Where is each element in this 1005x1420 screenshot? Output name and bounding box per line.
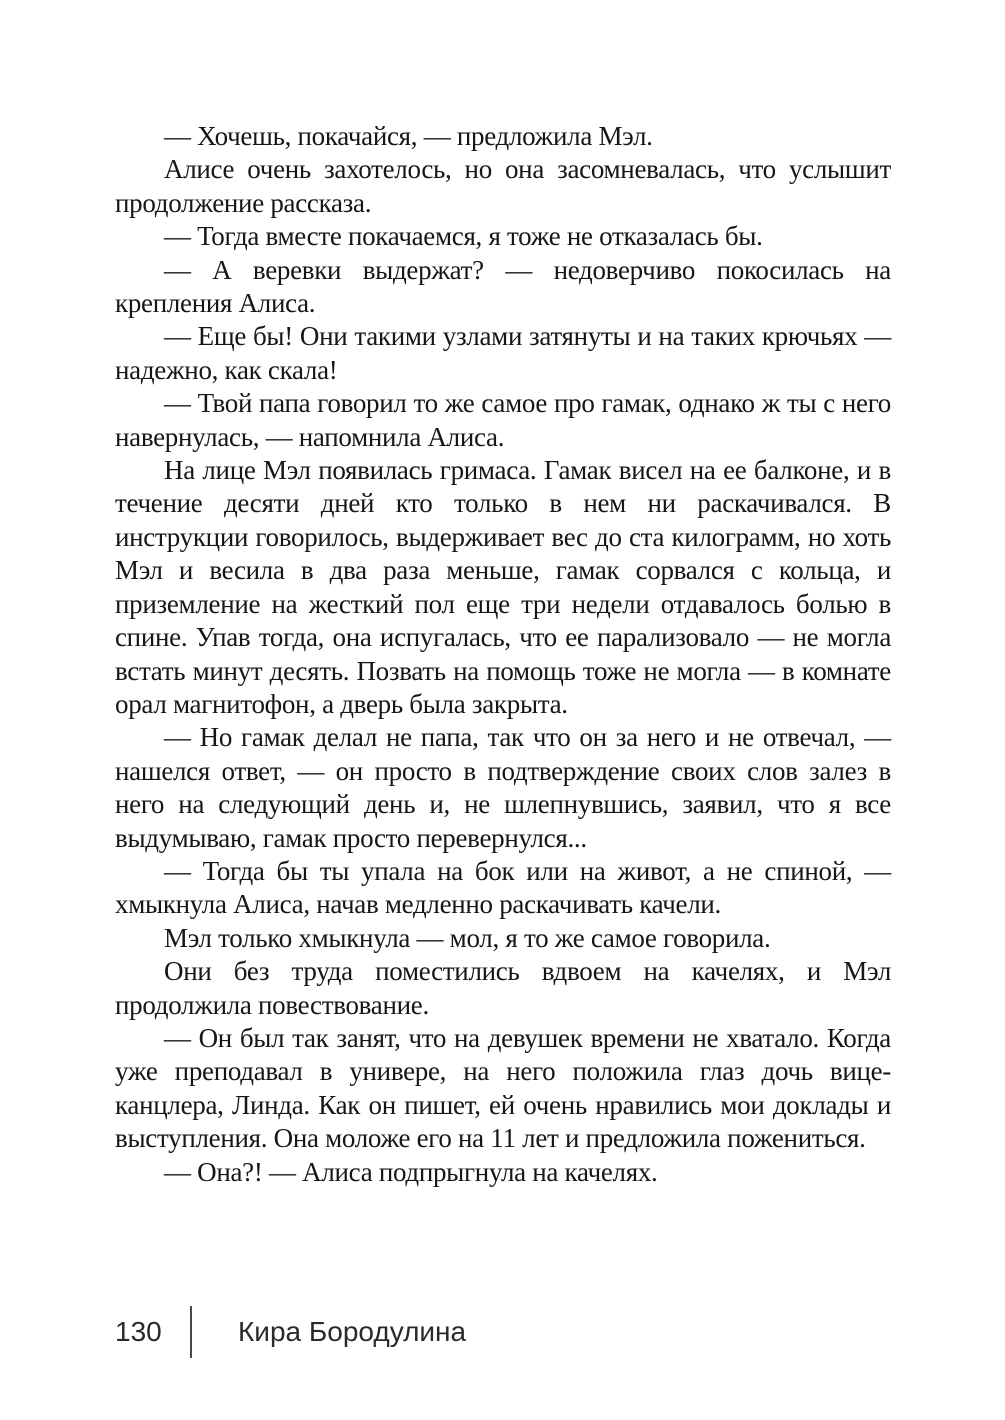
paragraph: Алисе очень захотелось, но она засомневалась, что услышит продолжение рассказа. [115,154,891,218]
paragraph: Мэл только хмыкнула — мол, я то же самое говорила. [164,922,771,953]
page-footer [115,1306,466,1358]
paragraph: Они без труда поместились вдвоем на качелях, и Мэл продолжила повествование. [115,956,891,1020]
paragraph: — А веревки выдержат? — недоверчиво покосилась на крепления Алиса. [115,254,891,319]
paragraph: На лице Мэл появилась гримаса. Гамак висел на ее балконе, и в течение десяти дней кто только в нем ни раскачивался. В инструкции говорилось, выдерживает вес до ста килограмм, но хоть Мэл и весила в два раза меньше, гамак сорвался с кольца, и приземление на жесткий пол еще три недели отдавалось болью в спине. Упав тогда, она испугалась, что ее парализовало — не могла встать минут десять. Позвать на помощь тоже не могла — в комнате орал магнитофон, а дверь была закрыта. [115,455,891,719]
page-number: 130 [115,1316,162,1347]
footer-divider-line [190,1306,192,1358]
paragraph: — Еще бы! Они такими узлами затянуты и на таких крючьях — надежно, как скала! [115,321,891,385]
paragraph: — Тогда вместе покачаемся, я тоже не отказалась бы. [164,221,763,252]
paragraph: — Он был так занят, что на девушек времени не хватало. Когда уже преподавал в универе, на него положила глаз дочь вице-канцлера, Линда. Как он пишет, ей очень нравились мои доклады и выступления. Она моложе его на 11 лет и предложила пожениться. [115,1022,891,1154]
paragraph: — Тогда бы ты упала на бок или на живот, а не спиной, — хмыкнула Алиса, начав медленно раскачивать качели. [115,855,891,920]
paragraph: — Твой папа говорил то же самое про гамак, однако ж ты с него навернулась, — напомнила Алиса. [115,388,891,452]
paragraph: — Хочешь, покачайся, — предложила Мэл. [164,121,653,151]
paragraph: — Но гамак делал не папа, так что он за него и не отвечал, — нашелся ответ, — он просто в подтверждение своих слов залез в него на следующий день и, не шлепнувшись, заявил, что я все выдумываю, гамак просто перевернулся... [115,722,891,853]
author-name: Кира Бородулина [238,1316,467,1347]
paragraph: — Она?! — Алиса подпрыгнула на качелях. [164,1156,658,1187]
body-text [115,120,891,1189]
